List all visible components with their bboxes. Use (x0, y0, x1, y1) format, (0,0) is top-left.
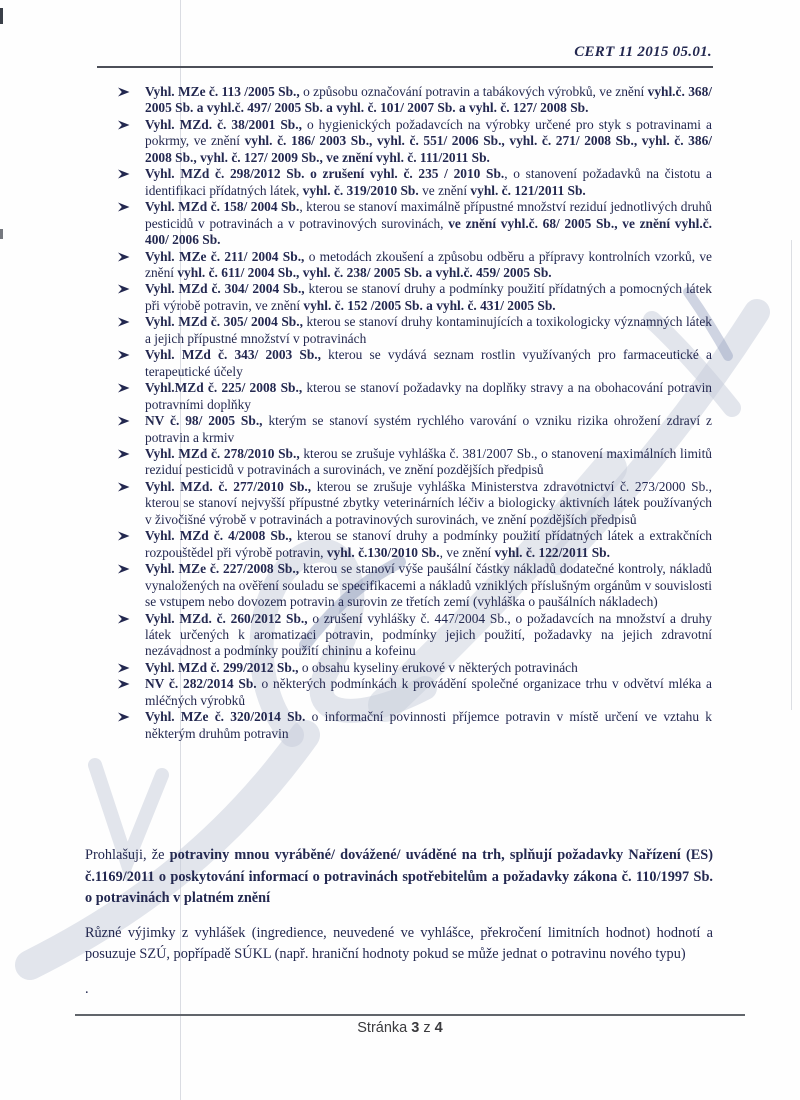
arrow-bullet-icon (118, 676, 145, 709)
arrow-bullet-icon (118, 561, 145, 610)
stray-period: . (85, 980, 89, 997)
list-item (118, 249, 712, 282)
list-item-text: Vyhl. MZd č. 278/2010 Sb., kterou se zrušuje vyhláška č. 381/2007 Sb., o stanovení maximálních limitů reziduí pesticidů v potravinách a surovinách, ve znění pozdějších předpisů (145, 445, 713, 478)
footer-total-pages: 4 (434, 1020, 443, 1036)
regulation-list (118, 84, 712, 742)
arrow-bullet-icon (118, 314, 145, 347)
arrow-bullet-icon (118, 528, 145, 561)
arrow-bullet-icon (118, 413, 145, 446)
arrow-bullet-icon (118, 479, 145, 528)
list-item (118, 380, 712, 413)
arrow-bullet-icon (118, 166, 145, 199)
list-item (118, 676, 712, 709)
list-item (118, 709, 712, 742)
list-item (118, 281, 712, 314)
declaration-paragraph: Prohlašuji, že potraviny mnou vyráběné/ dovážené/ uváděné na trh, splňují požadavky Nařízení (ES) č.1169/2011 o poskytování informací o potravinách spotřebitelům a požadavky zákona č. 110/1997 Sb. o potravinách v platném znění (85, 847, 713, 906)
header-rule (97, 66, 713, 68)
footer-separator: z (419, 1020, 435, 1036)
list-item-text: Vyhl. MZd č. 343/ 2003 Sb., kterou se vydává seznam rostlin využívaných pro farmaceutické a terapeutické účely (145, 347, 712, 379)
list-item (118, 347, 712, 380)
list-item-text: Vyhl.MZd č. 225/ 2008 Sb., kterou se stanoví požadavky na doplňky stravy a na obohacování potravin potravními doplňky (145, 380, 713, 412)
list-item (118, 660, 712, 676)
list-item (118, 479, 712, 528)
list-item-text: Vyhl. MZe č. 227/2008 Sb., kterou se stanoví výše paušální částky nákladů dodatečné kontroly, nákladů vynaložených na ověření souladu se specifikacemi a nákladů vzniklých příslušným orgánům v souvislosti se vstupem nebo dovozem potravin a surovin ze třetích zemí (vyhláška o paušálních nákladech) (145, 561, 712, 610)
list-item-text: Vyhl. MZe č. 320/2014 Sb. o informační povinnosti příjemce potravin v místě určení ve vztahu k některým druhům potravin (145, 709, 712, 741)
list-item-text: NV č. 98/ 2005 Sb., kterým se stanoví systém rychlého varování o vzniku rizika ohrožení zdraví z potravin a krmiv (145, 413, 712, 445)
list-item (118, 199, 712, 248)
list-item (118, 314, 712, 347)
scan-edge-mark (0, 8, 3, 24)
arrow-bullet-icon (118, 249, 145, 282)
list-item (118, 611, 712, 660)
list-item (118, 561, 712, 610)
arrow-bullet-icon (118, 611, 145, 660)
arrow-bullet-icon (118, 84, 145, 117)
list-item (118, 117, 712, 166)
arrow-bullet-icon (118, 446, 145, 479)
list-item (118, 413, 712, 446)
list-item-text: Vyhl. MZd č. 158/ 2004 Sb., kterou se stanoví maximálně přípustné množství reziduí jednotlivých druhů pesticidů v potravinách a v potravinových surovinách, ve znění vyhl.č. 68/ 2005 Sb., ve znění vyhl.č. 400/ 2006 Sb. (145, 199, 713, 248)
list-item (118, 84, 712, 117)
fold-line-right (791, 240, 792, 710)
list-item (118, 166, 712, 199)
list-item-text: Vyhl. MZd č. 305/ 2004 Sb., kterou se stanoví druhy kontaminujících a toxikologicky významných látek a jejich přípustné množství v potravinách (145, 314, 712, 346)
page-footer (0, 1020, 800, 1036)
footer-page-number: 3 (411, 1020, 420, 1036)
document-code: CERT 11 2015 05.01. (574, 44, 712, 60)
arrow-bullet-icon (118, 281, 145, 314)
footer-rule (75, 1014, 745, 1016)
list-item (118, 446, 712, 479)
arrow-bullet-icon (118, 709, 145, 742)
declaration-block (85, 845, 713, 1000)
arrow-bullet-icon (118, 380, 145, 413)
list-item-text: Vyhl. MZd. č. 260/2012 Sb., o zrušení vyhlášky č. 447/2004 Sb., o požadavcích na množství a druhy látek určených k aromatizaci potravin, podmínky jejich použití, požadavky na jejich zdravotní nezávadnost a podmínky použití chininu a kofeinu (145, 610, 712, 659)
list-item (118, 528, 712, 561)
arrow-bullet-icon (118, 117, 145, 166)
list-item-text: Vyhl. MZe č. 113 /2005 Sb., o způsobu označování potravin a tabákových výrobků, ve znění vyhl.č. 368/ 2005 Sb. a vyhl.č. 497/ 2005 Sb. a vyhl. č. 101/ 2007 Sb. a vyhl. č. 127/ 2008 Sb. (145, 84, 712, 116)
list-item-text: Vyhl. MZd č. 4/2008 Sb., kterou se stanoví druhy a podmínky použití přídatných látek a extrakčních rozpouštědel při výrobě potravin, vyhl. č.130/2010 Sb., ve znění vyhl. č. 122/2011 Sb. (145, 528, 713, 560)
scan-edge-mark (0, 229, 3, 239)
list-item-text: Vyhl. MZd č. 298/2012 Sb. o zrušení vyhl. č. 235 / 2010 Sb., o stanovení požadavků na čistotu a identifikaci přídatných látek, vyhl. č. 319/2010 Sb. ve znění vyhl. č. 121/2011 Sb. (145, 166, 712, 198)
footer-prefix: Stránka (357, 1020, 412, 1036)
list-item-text: Vyhl. MZd č. 304/ 2004 Sb., kterou se stanoví druhy a podmínky použití přídatných a pomocných látek při výrobě potravin, ve znění vyhl. č. 152 /2005 Sb. a vyhl. č. 431/ 2005 Sb. (145, 281, 712, 313)
list-item-text: Vyhl. MZe č. 211/ 2004 Sb., o metodách zkoušení a způsobu odběru a přípravy kontrolních vzorků, ve znění vyhl. č. 611/ 2004 Sb., vyhl. č. 238/ 2005 Sb. a vyhl.č. 459/ 2005 Sb. (145, 248, 712, 280)
list-item-text: NV č. 282/2014 Sb. o některých podmínkách k provádění společné organizace trhu v odvětví mléka a mléčných výrobků (145, 676, 712, 708)
arrow-bullet-icon (118, 660, 145, 676)
list-item-text: Vyhl. MZd. č. 38/2001 Sb., o hygienických požadavcích na výrobky určené pro styk s potravinami a pokrmy, ve znění vyhl. č. 186/ 2003 Sb., vyhl. č. 551/ 2006 Sb., vyhl. č. 271/ 2008 Sb., vyhl. č. 386/ 2008 Sb., vyhl. č. 127/ 2009 Sb., ve znění vyhl. č. 111/2011 Sb. (145, 116, 712, 165)
list-item-text: Vyhl. MZd. č. 277/2010 Sb., kterou se zrušuje vyhláška Ministerstva zdravotnictví č. 273/2000 Sb., kterou se stanoví nejvyšší přípustné zbytky veterinárních léčiv a biologicky aktivních látek používaných v živočišné výrobě v potravinách a potravinových surovinách, ve znění pozdějších předpisů (145, 478, 712, 527)
arrow-bullet-icon (118, 347, 145, 380)
exceptions-paragraph: Různé výjimky z vyhlášek (ingredience, neuvedené ve vyhlášce, překročení limitních hodnot) hodnotí a posuzuje SZÚ, popřípadě SÚKL (např. hraniční hodnoty pokud se může jednat o potravinu nového typu) (85, 924, 713, 962)
list-item-text: Vyhl. MZd č. 299/2012 Sb., o obsahu kyseliny erukové v některých potravinách (145, 659, 578, 675)
arrow-bullet-icon (118, 199, 145, 248)
